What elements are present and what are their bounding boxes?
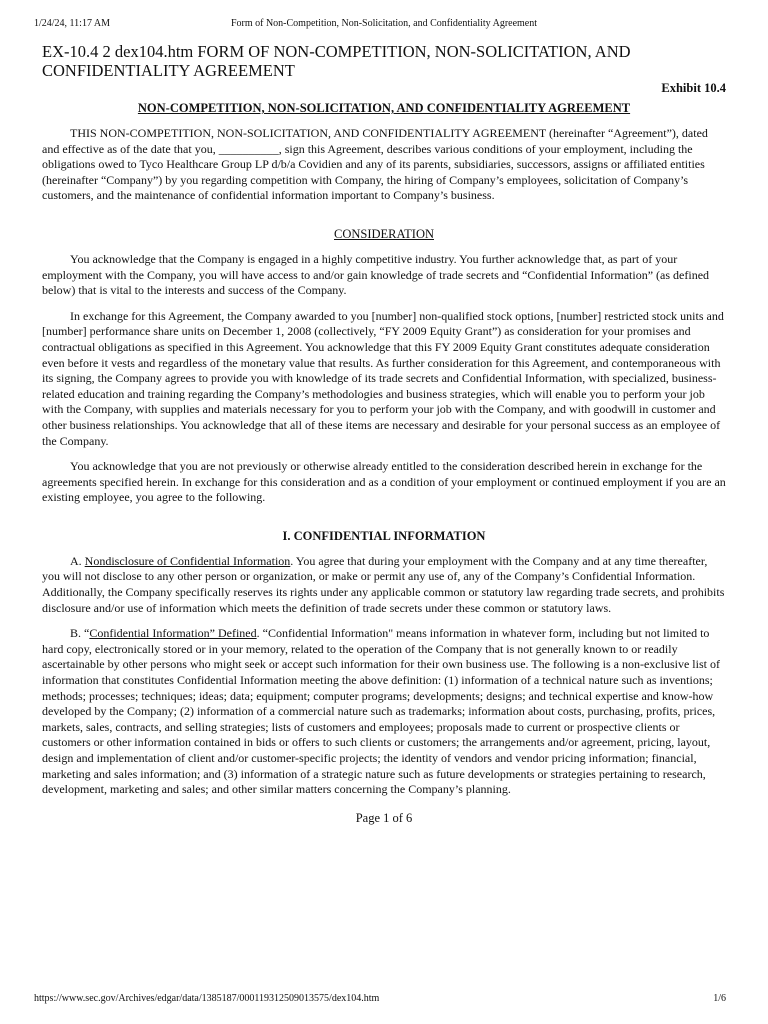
consideration-paragraph-1: You acknowledge that the Company is engaged in a highly competitive industry. You further acknowledge that, as part of your employment with the Company, you will have access to and/or gain knowledge of trade secrets and “Confidential Information” (as defined below) that is vital to the interests and success of the Company. [42,251,710,298]
exhibit-label: Exhibit 10.4 [661,81,726,95]
consideration-heading: CONSIDERATION [334,226,434,241]
definition-text: . “Confidential Information" means information in whatever form, including but not limited to hard copy, electronically stored or in your memory, related to the operation of the Company that is not generally known to or readily ascertainable by other persons who might seek or accept such information for their own business use. The following is a non-exclusive list of information that constitutes Confidential Information meeting the above definition: (1) information of a technical nature such as inventions; methods; processes; techniques; ideas; data; equipment; computer programs; developments; designs; and technical expertise and know-how developed by the Company; (2) information of a commercial nature such as trademarks; information about costs, purchasing, profits, prices, markets, sales, contracts, and selling strategies; lists of customers and employees; proposals made to current or prospective clients or customers or other information contained in bids or offers to such clients or customers; the arrangements and/or agreement, pricing, layout, design and implementation of client and/or customer-specific projects; the identity of vendors and vendor pricing information; financial, marketing and sales information; and (3) information of a strategic nature such as future developments or strategies pertaining to research, development, marketing and sales; and other similar matters concerning the Company’s planning. [42,626,720,797]
print-footer [34,993,734,1007]
print-page-title: Form of Non-Competition, Non-Solicitation, and Confidentiality Agreement [230,18,538,29]
print-datetime: 1/24/24, 11:17 AM [34,18,111,29]
document-heading: EX-10.4 2 dex104.htm FORM OF NON-COMPETITION, NON-SOLICITATION, AND CONFIDENTIALITY AGREEMENT [42,42,631,80]
print-source-url: https://www.sec.gov/Archives/edgar/data/1385187/000119312509013575/dex104.htm [34,993,380,1004]
consideration-paragraph-2: In exchange for this Agreement, the Company awarded to you [number] non-qualified stock options, [number] restricted stock units and [number] performance share units on December 1, 2008 (collectively, “FY 2009 Equity Grant”) as consideration for your promises and contractual obligations as specified in this Agreement. You acknowledge that this FY 2009 Equity Grant constitutes adequate consideration even before it vests and regardless of the monetary value that results. As further consideration for this Agreement, and contemporaneous with its signing, the Company agrees to provide you with knowledge of its trade secrets and Confidential Information, with specialized, business-related education and training regarding the Company’s methodologies and business strategies, which will enable you to perform your job with the Company, with supplies and materials necessary for you to perform your job with the Company, and with goodwill in customer and other business relationships. You acknowledge that all of these items are necessary and desirable for your personal success as an employee of the Company. [42,308,724,448]
intro-paragraph: THIS NON-COMPETITION, NON-SOLICITATION, AND CONFIDENTIALITY AGREEMENT (hereinafter “Agreement”), dated and effective as of the date that you, __________, sign this Agreement, describes various conditions of your employment, including the obligations owed to Tyco Healthcare Group LP d/b/a Covidien and any of its parents, subsidiaries, successors, assigns or affiliated entities (hereinafter “Company”) by you regarding competition with Company, the hiring of Company’s employees, solicitation of Company’s customers, and the maintenance of confidential information important to Company’s business. [42,126,708,203]
nondisclosure-text: . You agree that during your employment with the Company and at any time thereafter, you will not disclose to any other person or organization, or make or permit any use of, any of the Company’s Confidential Information. Additionally, the Company specifically reserves its rights under any applicable common or statutory law regarding trade secrets, and prohibits disclosure and/or use of information which meets the definition of trade secrets under these common or statutory laws. [42,553,725,615]
agreement-title: NON-COMPETITION, NON-SOLICITATION, AND CONFIDENTIALITY AGREEMENT [137,101,631,115]
print-page-count: 1/6 [713,993,726,1004]
nondisclosure-title: Nondisclosure of Confidential Information [84,553,291,568]
nondisclosure-paragraph [42,554,726,616]
definition-paragraph [42,626,726,798]
document-body [42,42,726,826]
definition-prefix: B. “ [70,626,90,641]
nondisclosure-prefix: A. [70,553,85,568]
print-header [34,18,734,32]
page-number: Page 1 of 6 [355,810,413,825]
confidential-information-heading: I. CONFIDENTIAL INFORMATION [282,528,486,543]
definition-title: Confidential Information” Defined [89,626,257,641]
consideration-paragraph-3: You acknowledge that you are not previously or otherwise already entitled to the consideration described herein in exchange for the agreements specified herein. In exchange for this consideration and as a condition of your employment or continued employment if you are an existing employee, you agree to the following. [42,459,726,505]
